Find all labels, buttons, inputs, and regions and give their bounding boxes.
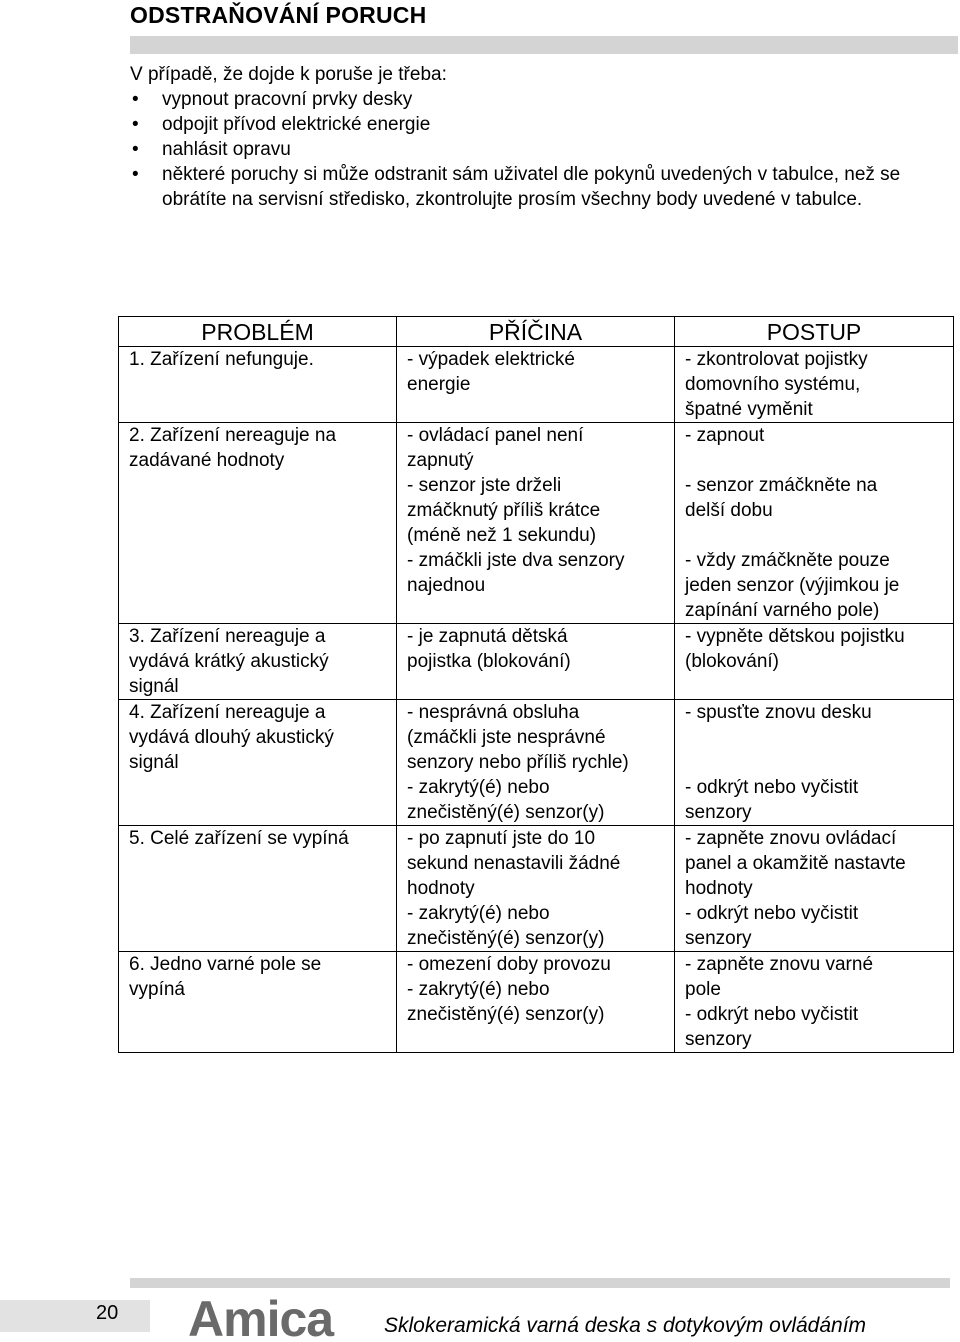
header-procedure: POSTUP xyxy=(675,317,954,347)
table-row xyxy=(119,347,954,423)
cell-problem: 2. Zařízení nereaguje na zadávané hodnoty xyxy=(119,423,397,624)
footer-rule xyxy=(130,1278,950,1288)
brand-logo xyxy=(188,1296,344,1342)
cell-procedure: - zapněte znovu ovládací panel a okamžitě nastavte hodnoty - odkrýt nebo vyčistit senzory xyxy=(675,826,954,952)
cell-problem: 5. Celé zařízení se vypíná xyxy=(119,826,397,952)
intro-section xyxy=(130,62,956,212)
intro-item: • nahlásit opravu xyxy=(162,137,956,162)
page-title: ODSTRAŇOVÁNÍ PORUCH xyxy=(130,2,427,28)
cell-cause: - nesprávná obsluha (zmáčkli jste nesprávné senzory nebo příliš rychle) - zakrytý(é) nebo znečistěný(é) senzor(y) xyxy=(397,700,675,826)
brand-logo-text: Amica xyxy=(188,1296,334,1342)
table-body xyxy=(119,347,954,1053)
cell-problem: 4. Zařízení nereaguje a vydává dlouhý akustický signál xyxy=(119,700,397,826)
cell-cause: - výpadek elektrické energie xyxy=(397,347,675,423)
page-number: 20 xyxy=(96,1302,119,1324)
intro-item: • vypnout pracovní prvky desky xyxy=(162,87,956,112)
cell-cause: - omezení doby provozu - zakrytý(é) nebo znečistěný(é) senzor(y) xyxy=(397,952,675,1053)
cell-cause: - ovládací panel není zapnutý - senzor jste drželi zmáčknutý příliš krátce (méně než 1 sekundu) - zmáčkli jste dva senzory najednou xyxy=(397,423,675,624)
table-row xyxy=(119,952,954,1053)
cell-problem: 1. Zařízení nefunguje. xyxy=(119,347,397,423)
troubleshooting-table xyxy=(118,316,954,1053)
header-cause: PŘÍČINA xyxy=(397,317,675,347)
cell-cause: - je zapnutá dětská pojistka (blokování) xyxy=(397,624,675,700)
table-row xyxy=(119,624,954,700)
table-row xyxy=(119,700,954,826)
table-header-row xyxy=(119,317,954,347)
intro-item: • některé poruchy si může odstranit sám uživatel dle pokynů uvedených v tabulce, než se obrátíte na servisní středisko, zkontrolujte prosím všechny body uvedené v tabulce. xyxy=(162,162,956,212)
cell-problem: 3. Zařízení nereaguje a vydává krátký akustický signál xyxy=(119,624,397,700)
page-number-box xyxy=(0,1300,150,1332)
header-problem: PROBLÉM xyxy=(119,317,397,347)
cell-procedure: - spusťte znovu desku - odkrýt nebo vyčistit senzory xyxy=(675,700,954,826)
table-row xyxy=(119,826,954,952)
title-underline-bar xyxy=(130,36,958,54)
document-title: Sklokeramická varná deska s dotykovým ovládáním xyxy=(384,1314,867,1337)
cell-cause: - po zapnutí jste do 10 sekund nenastavili žádné hodnoty - zakrytý(é) nebo znečistěný(é) senzor(y) xyxy=(397,826,675,952)
cell-procedure: - zkontrolovat pojistky domovního systému, špatné vyměnit xyxy=(675,347,954,423)
intro-lead: V případě, že dojde k poruše je třeba: xyxy=(130,64,447,85)
table-row xyxy=(119,423,954,624)
intro-item: • odpojit přívod elektrické energie xyxy=(162,112,956,137)
cell-procedure: - zapněte znovu varné pole - odkrýt nebo vyčistit senzory xyxy=(675,952,954,1053)
intro-list xyxy=(130,87,956,212)
cell-procedure: - vypněte dětskou pojistku (blokování) xyxy=(675,624,954,700)
cell-procedure: - zapnout - senzor zmáčkněte na delší dobu - vždy zmáčkněte pouze jeden senzor (výjimkou je zapínání varného pole) xyxy=(675,423,954,624)
cell-problem: 6. Jedno varné pole se vypíná xyxy=(119,952,397,1053)
